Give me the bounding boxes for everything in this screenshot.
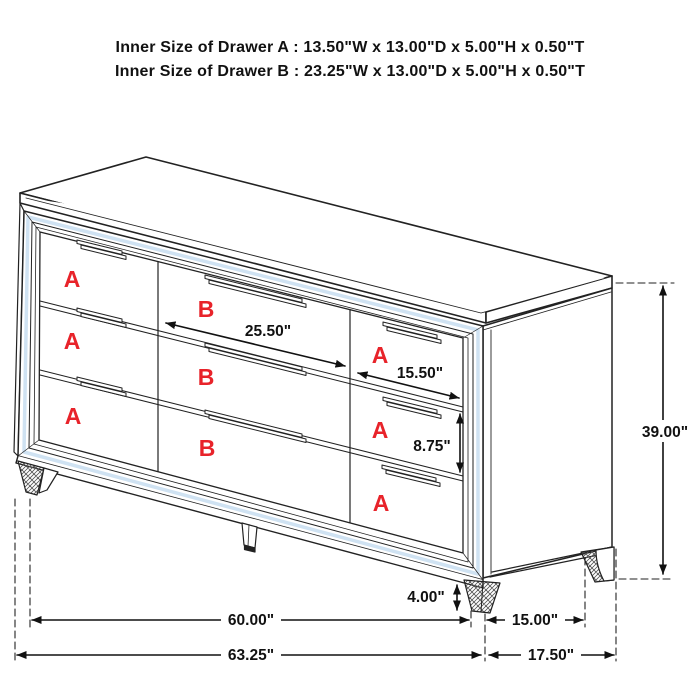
leg-height-label: 4.00" [407,589,445,606]
width-between-legs-label: 60.00" [227,612,275,629]
drawer-height-label: 8.75" [413,438,451,455]
right-side-panel [483,288,613,578]
drawer-label-a-left-1: A [63,266,81,292]
drawer-label-a-right-1: A [371,342,389,368]
drawer-label-a-right-2: A [371,417,389,443]
drawer-b-width-label: 25.50" [244,323,292,340]
dimension-overall-depth [489,645,614,665]
drawer-b-inner-size-text: Inner Size of Drawer B : 23.25"W x 13.00"D x 5.00"H x 0.50"T [114,63,586,80]
middle-leg [242,523,257,548]
overall-width-label: 63.25" [227,647,275,664]
side-panel-face [483,288,612,578]
depth-between-legs-label: 15.00" [511,612,559,629]
overall-height-label: 39.00" [641,424,689,441]
dimension-overall-width [17,645,481,665]
drawer-label-a-left-3: A [64,403,82,429]
drawer-label-a-left-2: A [63,328,81,354]
drawer-a-inner-size-text: Inner Size of Drawer A : 13.50"W x 13.00"D x 5.00"H x 0.50"T [115,39,585,56]
drawer-label-b-2: B [197,364,215,390]
drawer-label-b-3: B [198,435,216,461]
drawer-a-width-label: 15.50" [396,365,444,382]
drawer-label-b-1: B [197,296,215,322]
dimension-overall-height [636,286,694,574]
overall-depth-label: 17.50" [527,647,575,664]
dimension-leg-height [407,585,457,610]
dimension-depth-between-legs [487,610,583,630]
drawer-label-a-right-3: A [372,490,390,516]
dimension-width-between-legs [32,610,469,630]
